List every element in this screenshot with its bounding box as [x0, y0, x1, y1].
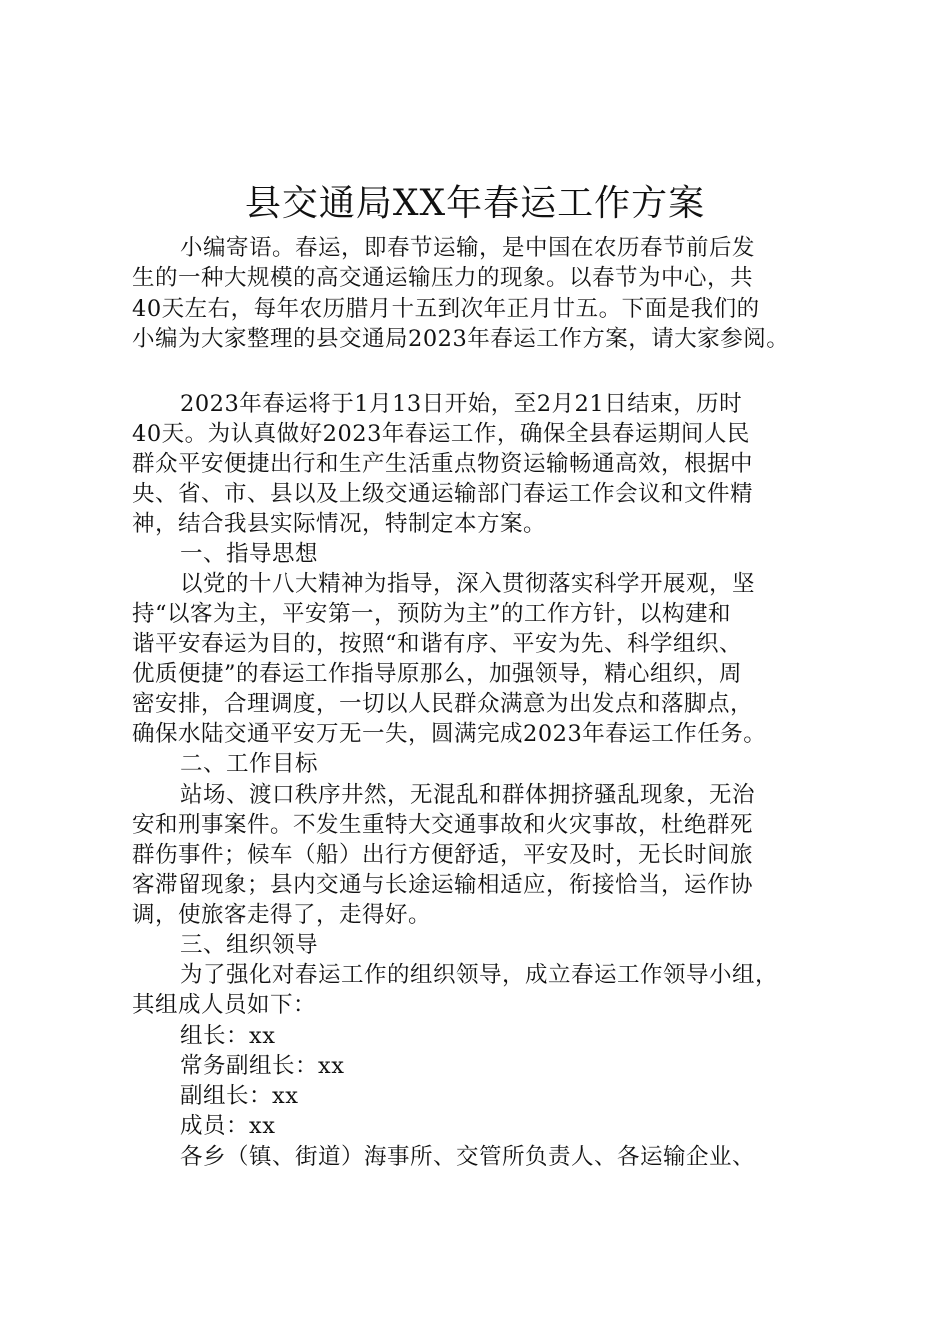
paragraph-line: 40天左右，每年农历腊月十五到次年正月廿五。下面是我们的 [132, 296, 760, 322]
section-heading: 二、工作目标 [180, 751, 319, 777]
paragraph-line: 2023年春运将于1月13日开始，至2月21日结束，历时 [180, 391, 743, 417]
paragraph-line: 谐平安春运为目的，按照“和谐有序、平安为先、科学组织、 [132, 631, 743, 657]
paragraph-line: 持“以客为主，平安第一，预防为主”的工作方针，以构建和 [132, 601, 732, 627]
paragraph-line: 站场、渡口秩序井然，无混乱和群体拥挤骚乱现象，无治 [180, 782, 756, 808]
member-line: 常务副组长：xx [180, 1053, 345, 1079]
section-heading: 一、指导思想 [180, 541, 319, 567]
paragraph-line: 生的一种大规模的高交通运输压力的现象。以春节为中心，共 [132, 265, 754, 291]
paragraph-line: 密安排，合理调度，一切以人民群众满意为出发点和落脚点， [132, 691, 754, 717]
paragraph-line: 优质便捷”的春运工作指导原那么，加强领导，精心组织，周 [132, 661, 743, 687]
member-line: 副组长：xx [180, 1083, 299, 1109]
paragraph-line: 群众平安便捷出行和生产生活重点物资运输畅通高效，根据中 [132, 451, 754, 477]
document-title: 县交通局XX年春运工作方案 [244, 183, 706, 224]
paragraph-line: 央、省、市、县以及上级交通运输部门春运工作会议和文件精 [132, 481, 754, 507]
paragraph-line: 小编寄语。春运，即春节运输，是中国在农历春节前后发 [180, 235, 756, 261]
paragraph-line: 为了强化对春运工作的组织领导，成立春运工作领导小组， [180, 962, 779, 988]
paragraph-line: 以党的十八大精神为指导，深入贯彻落实科学开展观，坚 [180, 571, 756, 597]
section-heading: 三、组织领导 [180, 932, 319, 958]
paragraph-line: 调，使旅客走得了，走得好。 [132, 902, 432, 928]
paragraph-line: 群伤事件；候车（船）出行方便舒适，平安及时，无长时间旅 [132, 842, 754, 868]
paragraph-line: 其组成人员如下： [132, 992, 317, 1018]
paragraph-line: 小编为大家整理的县交通局2023年春运工作方案，请大家参阅。 [132, 326, 790, 352]
paragraph-line: 客滞留现象；县内交通与长途运输相适应，衔接恰当，运作协 [132, 872, 754, 898]
paragraph-line: 各乡（镇、街道）海事所、交管所负责人、各运输企业、 [180, 1144, 756, 1170]
member-line: 成员：xx [180, 1113, 276, 1139]
paragraph-line: 40天。为认真做好2023年春运工作，确保全县春运期间人民 [132, 421, 750, 447]
paragraph-line: 安和刑事案件。不发生重特大交通事故和火灾事故，杜绝群死 [132, 812, 754, 838]
member-line: 组长：xx [180, 1023, 276, 1049]
paragraph-line: 确保水陆交通平安万无一失，圆满完成2023年春运工作任务。 [132, 721, 767, 747]
paragraph-line: 神，结合我县实际情况，特制定本方案。 [132, 511, 547, 537]
